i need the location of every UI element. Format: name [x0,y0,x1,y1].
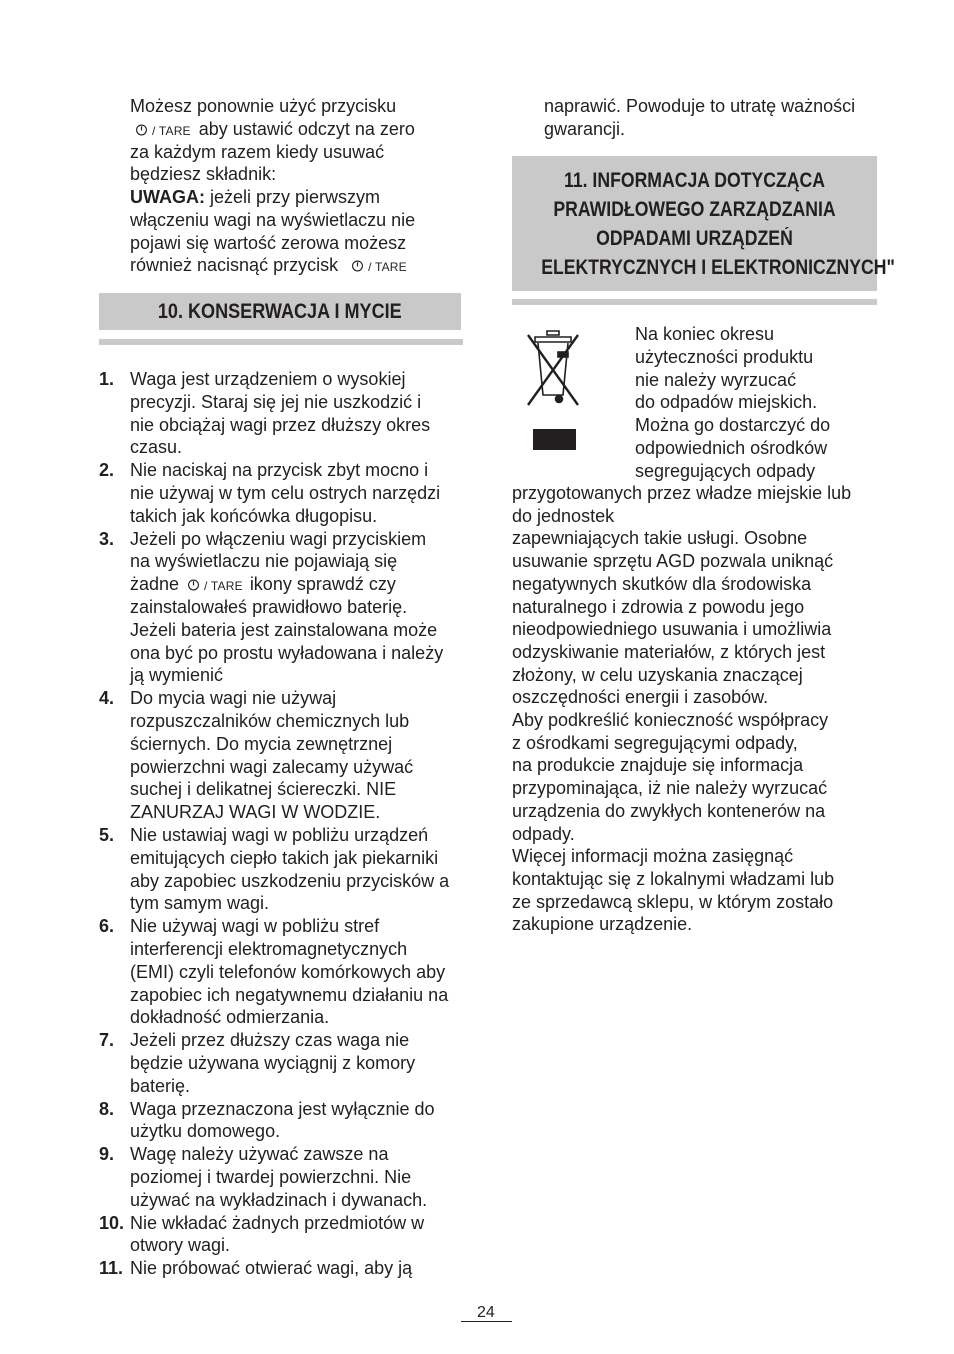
intro-line-2 [135,118,415,143]
list-item-line: na wyświetlaczu nie pojawiają się [130,551,398,572]
section-heading-11 [512,156,895,291]
note-line-4-text: również nacisnąć przycisk [130,255,339,275]
list-item-number: 7. [99,1030,115,1051]
list-item-line: ona być po prostu wyładowana i należy [130,642,444,663]
list-item-line: rozpuszczalników chemicznych lub [130,711,410,731]
list-item-line: będzie używana wyciągnij z komory [130,1053,416,1073]
list-item-number: 3. [99,528,115,549]
list-item-line: otwory wagi. [130,1235,231,1256]
weee-body-line: zakupione urządzenie. [512,914,693,935]
list-item-line: interferencji elektromagnetycznych [130,939,408,959]
weee-body-line: kontaktując się z lokalnymi władzami lub [512,868,835,889]
list-item-line: ZANURZAJ WAGI W WODZIE. [130,802,381,823]
list-item-line: Do mycia wagi nie używaj [130,688,337,709]
tare-label: / TARE [204,579,243,594]
list-item-line: Wagę należy używać zawsze na [130,1144,389,1165]
note-line-1-text: jeżeli przy pierwszym [210,187,381,207]
note-line-1 [130,186,380,209]
list-item-number: 8. [99,1098,115,1119]
list-item-line: ją wymienić [130,665,224,686]
weee-beside-line: segregujących odpady [635,460,816,481]
weee-body-line: Więcej informacji można zasięgnąć [512,846,794,867]
list-item-line: Nie próbować otwierać wagi, aby ją [130,1258,413,1279]
list-item-line: zapobiec ich negatywnemu działaniu na [130,984,449,1005]
power-icon [187,578,200,591]
list-item-line: Jeżeli bateria jest zainstalowana może [130,619,438,640]
right-top-line-1: naprawić. Powoduje to utratę ważności [544,96,856,116]
intro-line-2-text: aby ustawić odczyt na zero [198,119,415,139]
weee-body-line: ze sprzedawcą sklepu, w którym zostało [512,891,834,912]
weee-body-line: naturalnego i zdrowia z powodu jego [512,596,805,617]
list-item-line: Nie używaj wagi w pobliżu stref [130,916,380,937]
list-item-line: powierzchni wagi zalecamy używać [130,756,414,777]
weee-body-line: złożony, w celu uzyskania znaczącej [512,664,803,685]
list-item-number: 4. [99,688,115,709]
section-heading-11-line-3: ODPADAMI URZĄDZEŃ [596,227,793,250]
list-item-line: suchej i delikatnej ściereczki. NIE [130,779,397,800]
weee-body-line: usuwanie sprzętu AGD pozwala uniknąć [512,551,834,572]
weee-body-line: odpady. [512,823,575,844]
list-item-line: tym samym wagi. [130,893,270,914]
section-heading-11-line-4: ELEKTRYCZNYCH I ELEKTRONICZNYCH" [541,256,895,279]
list-item-number: 6. [99,916,115,937]
list-item-number: 2. [99,460,115,481]
intro-line-3: za każdym razem kiedy usuwać [130,142,385,162]
list-item-line: użytku domowego. [130,1121,281,1142]
list-item-line: czasu. [130,437,183,458]
list-item-number: 5. [99,825,115,845]
weee-body-line: do jednostek [512,505,615,526]
list-item-line-text: żadne [130,574,180,595]
section-divider [99,339,463,345]
list-item-line: takich jak końcówka długopisu. [130,505,378,526]
list-item-number: 11. [99,1258,124,1279]
crossed-out-wheeled-bin-icon [525,325,581,451]
page-number: 24 [477,1304,495,1321]
tare-label: / TARE [368,260,407,274]
list-item-line-text: ikony sprawdź czy [249,574,396,595]
page-number-underline [461,1321,512,1322]
list-item-line: emitujących ciepło takich jak piekarniki [130,847,439,868]
note-label: UWAGA: [130,187,205,207]
weee-beside-line: Na koniec okresu [635,324,775,344]
section-heading-10-text: 10. KONSERWACJA I MYCIE [158,300,402,323]
weee-body-line: zapewniających takie usługi. Osobne [512,528,808,549]
weee-beside-line: Można go dostarczyć do [635,415,831,436]
list-item-line: Nie ustawiaj wagi w pobliżu urządzeń [130,825,429,845]
weee-beside-line: do odpadów miejskich. [635,392,818,413]
weee-body-line: oszczędności energii i zasobów. [512,687,769,708]
intro-line-4: będziesz składnik: [130,164,277,184]
weee-body-line: nieodpowiedniego usuwania i umożliwia [512,619,832,640]
note-line-3: pojawi się wartość zerowa możesz [130,233,407,253]
list-item-line: aby zapobiec uszkodzeniu przycisków a [130,870,450,891]
list-item-line: baterię. [130,1075,191,1096]
list-item-line [130,573,396,598]
section-heading-11-line-1: 11. INFORMACJA DOTYCZĄCA [563,169,826,192]
list-item-line: Waga przeznaczona jest wyłącznie do [130,1098,435,1119]
weee-body-line: negatywnych skutków dla środowiska [512,573,812,594]
list-item-line: ściernych. Do mycia zewnętrznej [130,733,393,754]
list-item-line: Nie wkładać żadnych przedmiotów w [130,1212,425,1233]
note-line-4 [130,254,407,279]
list-item-line: poziomej i twardej powierzchni. Nie [130,1167,412,1187]
list-item-line: precyzji. Staraj się jej nie uszkodzić i [130,391,422,412]
weee-body-line: urządzenia do zwykłych kontenerów na [512,800,826,821]
weee-body-line: odzyskiwanie materiałów, z których jest [512,641,826,662]
list-item-number: 1. [99,369,115,389]
list-item-line: Jeżeli po włączeniu wagi przyciskiem [130,528,427,549]
tare-label: / TARE [152,124,191,138]
weee-beside-line: nie należy wyrzucać [635,369,797,390]
weee-body-line: przypominająca, iż nie należy wyrzucać [512,778,828,799]
intro-line-1: Możesz ponownie użyć przycisku [130,96,397,116]
note-line-2: włączeniu wagi na wyświetlaczu nie [130,210,416,230]
list-item-line: (EMI) czyli telefonów komórkowych aby [130,961,446,982]
list-item-line: zainstalowałeś prawidłowo baterię. [130,597,408,617]
weee-body-line: przygotowanych przez władze miejskie lub [512,483,852,503]
list-item-line: dokładność odmierzania. [130,1007,330,1028]
section-divider [512,299,877,305]
power-icon [135,123,148,136]
list-item-line: nie obciążaj wagi przez dłuższy okres [130,414,431,435]
list-item-line: Waga jest urządzeniem o wysokiej [130,369,406,389]
list-item-line: Jeżeli przez dłuższy czas waga nie [130,1030,410,1051]
weee-beside-line: odpowiednich ośrodków [635,438,828,458]
list-item-line: nie używaj w tym celu ostrych narzędzi [130,483,441,503]
right-top-line-2: gwarancji. [544,119,626,139]
list-item-number: 9. [99,1144,115,1165]
weee-beside-line: użyteczności produktu [635,346,814,367]
weee-body-line: z ośrodkami segregującymi odpady, [512,732,798,753]
power-icon [351,259,364,272]
section-heading-10 [99,293,461,330]
list-item-line: używać na wykładzinach i dywanach. [130,1189,428,1210]
list-item-line: Nie naciskaj na przycisk zbyt mocno i [130,460,429,481]
weee-body-line: Aby podkreślić konieczność współpracy [512,710,829,730]
power-tare-symbol [187,574,243,594]
list-item-number: 10. [99,1212,125,1233]
weee-body-line: na produkcie znajduje się informacja [512,755,804,776]
section-heading-11-line-2: PRAWIDŁOWEGO ZARZĄDZANIA [553,198,836,221]
